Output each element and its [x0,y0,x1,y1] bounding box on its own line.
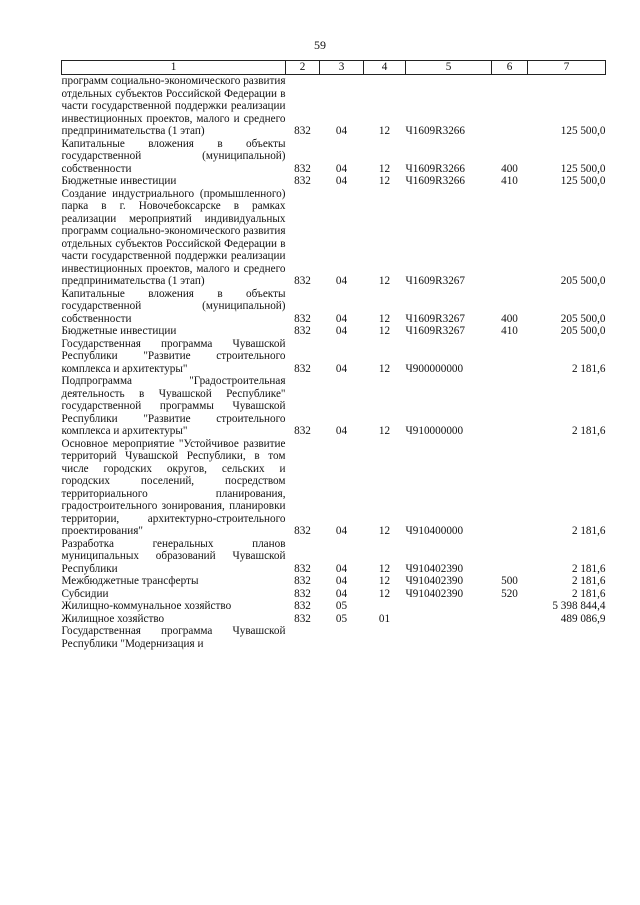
row-section-cell: 04 [335,325,348,337]
row-grbs-cell: 832 [294,425,311,437]
table-body [62,75,606,651]
row-subsection-cell: 12 [378,425,391,437]
row-section-cell: 04 [335,312,348,325]
column-header: 2 [286,61,320,75]
row-amount-cell: 205 500,0 [560,325,606,337]
row-grbs-cell: 832 [294,600,311,612]
row-amount-cell: 205 500,0 [560,275,606,287]
row-target-article-cell: Ч910402390 [405,587,464,600]
table-row [62,538,606,576]
row-section-cell: 04 [335,562,348,575]
row-target-article-cell: Ч910400000 [405,525,464,537]
row-subsection-cell [364,600,406,613]
row-subsection-cell: 12 [378,162,391,175]
row-section-cell: 04 [335,575,348,587]
row-section-cell: 04 [335,162,348,175]
row-subsection-cell: 12 [378,575,391,587]
table-row [62,575,606,588]
row-subsection-cell [364,625,406,650]
row-grbs-cell: 832 [294,325,311,337]
row-grbs-cell: 832 [294,275,311,287]
row-amount-cell: 125 500,0 [560,175,606,187]
row-expense-type-cell [492,375,528,438]
row-name-cell: Жилищно-коммунальное хозяйство [61,600,232,612]
row-section-cell: 04 [335,175,348,187]
row-name-cell: Субсидии [61,587,109,600]
row-amount-cell: 125 500,0 [560,125,606,137]
row-expense-type-cell: 500 [501,575,518,587]
row-subsection-cell: 12 [378,175,391,187]
row-expense-type-cell [492,625,528,650]
row-section-cell: 04 [335,125,348,137]
row-section-cell [320,625,364,650]
column-header: 3 [320,61,364,75]
table-row [62,288,606,326]
row-name-cell: Бюджетные инвестиции [61,325,177,337]
row-expense-type-cell [492,438,528,538]
row-expense-type-cell [492,188,528,288]
row-expense-type-cell [492,338,528,376]
budget-table [61,60,606,650]
row-amount-cell: 2 181,6 [571,562,606,575]
row-amount-cell: 5 398 844,4 [552,600,606,612]
row-grbs-cell [286,625,320,650]
row-expense-type-cell [492,600,528,613]
row-expense-type-cell: 520 [501,587,518,600]
table-row [62,188,606,288]
page-number: 59 [314,38,326,52]
row-subsection-cell: 12 [378,125,391,137]
table-row [62,375,606,438]
row-name-cell: Основное мероприятие "Устойчивое развитие территорий Чувашской Республики, в том числе городских округов, сельских и городских поселений, посредством территориального планирования, градостроительного зонирования, планировки территории, архитектурно-строительного проектирования" [61,437,286,537]
row-grbs-cell: 832 [294,525,311,537]
row-grbs-cell: 832 [294,162,311,175]
row-amount-cell: 205 500,0 [560,312,606,325]
row-name-cell: Бюджетные инвестиции [61,175,177,187]
row-section-cell: 04 [335,275,348,287]
table-row [62,338,606,376]
table-header-row [62,61,606,75]
row-target-article-cell: Ч910402390 [405,575,464,587]
row-name-cell: Разработка генеральных планов муниципальных образований Чувашской Республики [61,537,286,575]
row-expense-type-cell: 400 [501,162,518,175]
row-expense-type-cell: 400 [501,312,518,325]
row-grbs-cell: 832 [294,612,311,625]
row-name-cell: Межбюджетные трансферты [61,575,199,587]
row-expense-type-cell: 410 [501,325,518,337]
table-row [62,625,606,650]
table-row [62,75,606,138]
row-name-cell: Жилищное хозяйство [61,612,165,625]
row-target-article-cell: Ч1609R3267 [405,325,465,337]
row-subsection-cell: 12 [378,362,391,375]
row-grbs-cell: 832 [294,125,311,137]
row-target-article-cell: Ч1609R3266 [405,162,465,175]
row-target-article-cell: Ч1609R3266 [405,175,465,187]
row-expense-type-cell [492,613,528,626]
row-subsection-cell: 12 [378,275,391,287]
row-target-article-cell: Ч1609R3267 [405,275,465,287]
row-subsection-cell: 12 [378,562,391,575]
row-grbs-cell: 832 [294,312,311,325]
row-amount-cell: 125 500,0 [560,162,606,175]
row-section-cell: 04 [335,425,348,437]
table-row [62,600,606,613]
row-amount-cell: 489 086,9 [560,612,606,625]
row-target-article-cell: Ч900000000 [405,362,464,375]
table-row [62,325,606,338]
column-header: 5 [406,61,492,75]
column-header: 1 [62,61,286,75]
row-amount-cell: 2 181,6 [571,587,606,600]
row-grbs-cell: 832 [294,175,311,187]
row-target-article-cell: Ч1609R3266 [405,125,465,137]
row-name-cell: программ социально-экономического развития отдельных субъектов Российской Федерации в части государственной поддержки реализации инвестиционных проектов, малого и среднего предпринимательства (1 этап) [61,75,286,137]
row-section-cell: 04 [335,362,348,375]
row-grbs-cell: 832 [294,362,311,375]
column-header: 7 [528,61,606,75]
row-name-cell: Государственная программа Чувашской Республики "Модернизация и [61,625,286,650]
row-subsection-cell: 01 [378,612,391,625]
table-row [62,438,606,538]
column-header: 4 [364,61,406,75]
column-header: 6 [492,61,528,75]
row-section-cell: 04 [335,587,348,600]
row-target-article-cell: Ч910000000 [405,425,464,437]
row-target-article-cell [406,600,492,613]
row-expense-type-cell: 410 [501,175,518,187]
row-target-article-cell: Ч1609R3267 [405,312,465,325]
row-amount-cell [528,625,606,650]
row-expense-type-cell [492,75,528,138]
row-grbs-cell: 832 [294,575,311,587]
row-expense-type-cell [492,538,528,576]
table-row [62,588,606,601]
row-amount-cell: 2 181,6 [571,525,606,537]
row-name-cell: Капитальные вложения в объекты государственной (муниципальной) собственности [61,137,286,175]
row-target-article-cell [406,613,492,626]
table-row [62,138,606,176]
row-section-cell: 04 [335,525,348,537]
row-section-cell: 05 [335,600,348,612]
table-row [62,613,606,626]
row-grbs-cell: 832 [294,562,311,575]
row-target-article-cell: Ч910402390 [405,562,464,575]
row-subsection-cell: 12 [378,587,391,600]
row-amount-cell: 2 181,6 [571,425,606,437]
row-name-cell: Подпрограмма "Градостроительная деятельность в Чувашской Республике" государственной программы Чувашской Республики "Развитие строительного комплекса и архитектуры" [61,375,286,437]
row-amount-cell: 2 181,6 [571,575,606,587]
row-target-article-cell [406,625,492,650]
row-name-cell: Государственная программа Чувашской Республики "Развитие строительного комплекса и архитектуры" [61,337,286,375]
row-name-cell: Создание индустриального (промышленного) парка в г. Новочебоксарске в рамках реализации мероприятий индивидуальных программ социально-экономического развития отдельных субъектов Российской Федерации в части государственной поддержки реализации инвестиционных проектов, малого и среднего предпринимательства (1 этап) [61,187,286,287]
row-amount-cell: 2 181,6 [571,362,606,375]
row-subsection-cell: 12 [378,525,391,537]
row-subsection-cell: 12 [378,325,391,337]
row-name-cell: Капитальные вложения в объекты государственной (муниципальной) собственности [61,287,286,325]
table-row [62,175,606,188]
row-subsection-cell: 12 [378,312,391,325]
row-section-cell: 05 [335,612,348,625]
row-grbs-cell: 832 [294,587,311,600]
